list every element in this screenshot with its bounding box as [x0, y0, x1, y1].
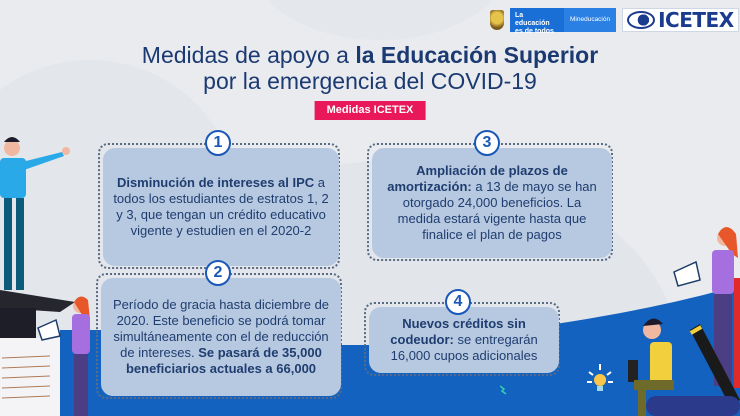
education-ministry-badge: [510, 8, 616, 35]
card-1-bold: Disminución de intereses al IPC: [116, 175, 315, 190]
left-illustration: [0, 130, 110, 416]
title-bold: la Educación Superior: [355, 42, 599, 68]
card-3-text: a 13 de mayo se han otorgado 24,000 beneficios. La medida estará vigente hasta que finalice el plan de pagos: [397, 179, 597, 242]
zigzag-decoration-icon: [500, 385, 512, 395]
card-4-bold: Nuevos créditos sin codeudor:: [390, 316, 526, 347]
card-4: [369, 307, 559, 373]
card-3-bold: Ampliación de plazos de amortización:: [387, 163, 568, 194]
card-1: [103, 148, 339, 266]
icetex-logo: [622, 8, 739, 32]
title-prefix: Medidas de apoyo a: [141, 42, 356, 68]
card-3-number: 3: [474, 130, 500, 156]
title-line2: por la emergencia del COVID-19: [203, 68, 537, 94]
card-2-text: Período de gracia hasta diciembre de 2020. Este beneficio se podrá tomar simultáneamente con el de reducción de intereses.: [112, 297, 330, 360]
crescent-decoration-icon: [215, 395, 231, 416]
badge-line2: es de todos: [515, 28, 554, 35]
header-logos: [490, 8, 739, 35]
badge-line1: La educación: [515, 12, 550, 27]
card-1-text: a todos los estudiantes de estratos 1, 2 y 3, que tengan un crédito educativo vigente y estudien en el 2020-2: [113, 175, 329, 238]
icetex-wordmark: ICETEX: [658, 8, 734, 32]
card-2: [101, 278, 341, 396]
card-1-number: 1: [205, 130, 231, 156]
card-2-bold: Se pasará de 35,000 beneficiarios actuales a 66,000: [125, 345, 322, 376]
page-title: [0, 42, 740, 94]
card-3: [372, 148, 612, 258]
ministry-label: Mineducación: [564, 8, 616, 32]
measures-tag: Medidas ICETEX: [315, 101, 426, 120]
card-4-number: 4: [445, 289, 471, 315]
globe-icon: [627, 11, 655, 29]
right-illustration: [600, 220, 740, 416]
colombia-coat-of-arms-icon: [490, 10, 504, 30]
card-4-text: se entregarán 16,000 cupos adicionales: [390, 332, 538, 363]
card-2-number: 2: [205, 260, 231, 286]
lightbulb-icon: [585, 362, 615, 396]
